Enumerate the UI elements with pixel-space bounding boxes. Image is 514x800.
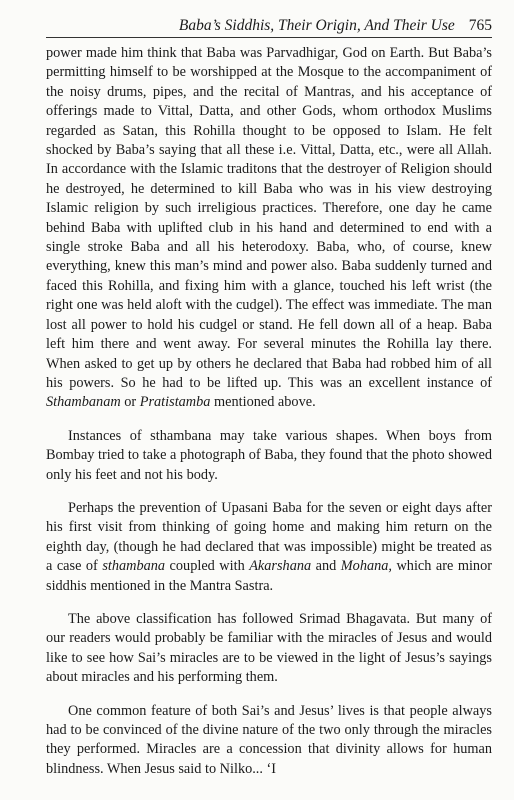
paragraph-text: power made him think that Baba was Parvadhigar, God on Earth. But Baba’s permitting himself to be worshipped at the Mosque to the accompaniment of the noisy drums, pipes, and the recital of Mantras, and his acceptance of offerings made to Vittal, Datta, and other Gods, whom orthodox Muslims regarded as Satan, this Rohilla thought to be opposed to Islam. He felt shocked by Baba’s saying that all these i.e. Vittal, Datta, etc., were all Allah. In accordance with the Islamic traditons that the destroyer of Religion should he destroyed, he determined to kill Baba who was in his view destroying Islamic religion by such irreligious practices. Therefore, one day he came behind Baba with uplifted club in his hand and determined to end with a single stroke Baba and all his heterodoxy. Baba, who, of course, knew everything, knew this man’s mind and power also. Baba suddenly turned and faced this Rohilla, and fixing him with a glance, touched his left wrist (the right one was held aloft with the cudgel). The effect was immediate. The man lost all power to hold his cudgel or stand. He fell down all of a heap. Baba left him there and went away. For several minutes the Rohilla lay there. When asked to get up by others he declared that Baba had robbed him of all his powers. So he had to be lifted up. This was an excellent instance of <box>46 45 492 391</box>
paragraph-common-feature: One common feature of both Sai’s and Jesus’ lives is that people always had to be convinced of the divine nature of the two only through the miracles they performed. Miracles are a concession that divinity allows for human blindness. When Jesus said to Nilko... ‘I <box>46 702 492 777</box>
running-header <box>46 16 492 38</box>
paragraph-text: and <box>311 558 341 575</box>
book-page <box>46 16 492 793</box>
paragraph-text: mentioned above. <box>210 394 316 411</box>
paragraph-sthambana-shapes: Instances of sthambana may take various shapes. When boys from Bombay tried to take a photograph of Baba, they found that the photo showed only his feet and not his body. <box>46 427 492 483</box>
paragraph-rohilla-story <box>46 44 492 413</box>
paragraph-text: which are minor siddhis mentioned in the Mantra Sastra. <box>46 558 492 594</box>
italic-term: Sthambanam <box>46 394 121 411</box>
paragraph-text: or <box>120 394 140 411</box>
paragraph-classification: The above classification has followed Srimad Bhagavata. But many of our readers would probably be familiar with the miracles of Jesus and would like to see how Sai’s miracles are to be viewed in the light of Jesus’s sayings about miracles and his performing them. <box>46 610 492 686</box>
page-body <box>46 44 492 779</box>
italic-term: Pratistamba <box>139 394 211 411</box>
paragraph-text: coupled with <box>165 558 250 575</box>
italic-term: Akarshana <box>249 558 312 575</box>
paragraph-upasani-baba <box>46 499 492 596</box>
italic-term: sthambana <box>102 558 166 575</box>
italic-term: Mohana, <box>340 558 392 575</box>
chapter-title: Baba’s Siddhis, Their Origin, And Their Use <box>178 17 455 34</box>
paragraph-text: Perhaps the prevention of Upasani Baba for the seven or eight days after his first visit from thinking of going home and making him return on the eighth day, (though he had declared that was impossible) might be treated as a case of <box>46 499 492 575</box>
page-number: 765 <box>468 17 492 34</box>
